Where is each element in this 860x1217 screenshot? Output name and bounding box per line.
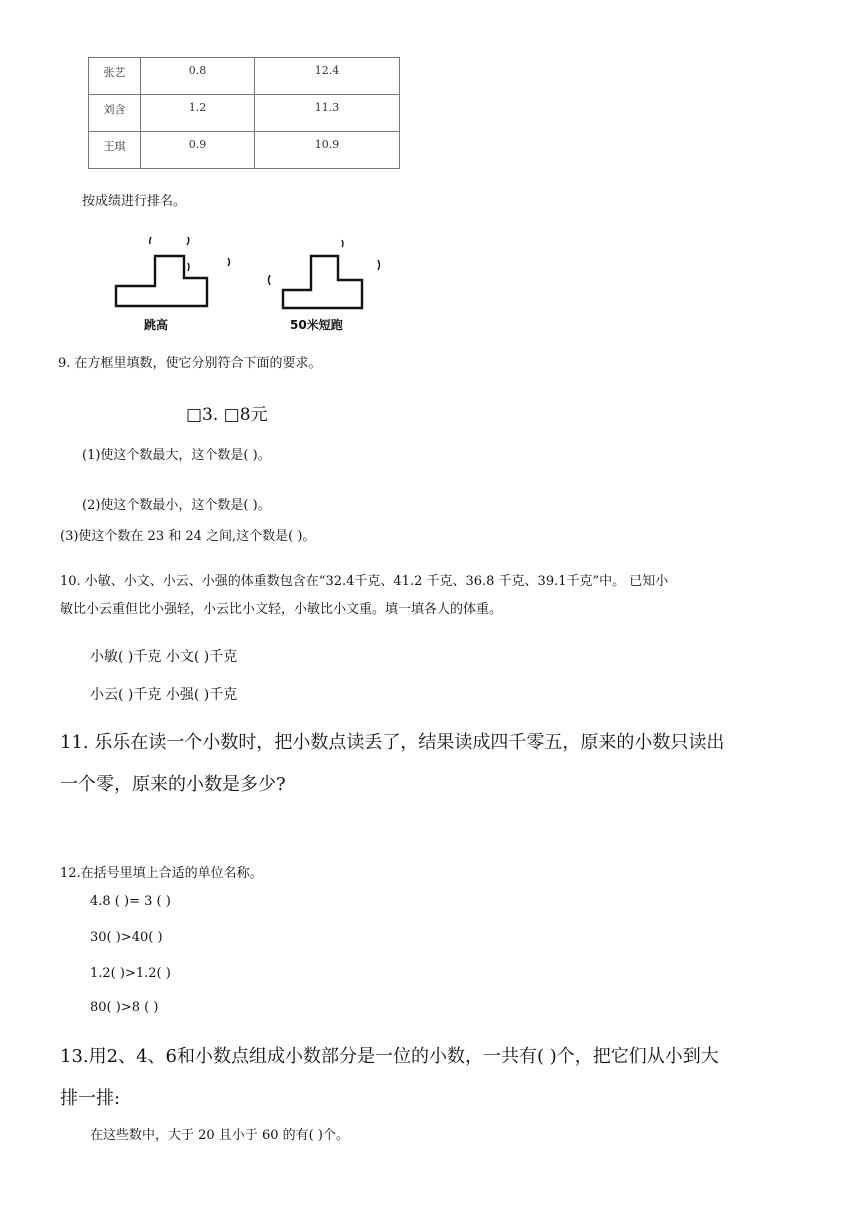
q10-line1: 10. 小敏、小文、小云、小强的体重数包含在“32.4千克、41.2 千克、36.8 千克、39.1千克”中。 已知小 xyxy=(60,574,669,589)
table-row xyxy=(89,132,400,169)
paren-mark xyxy=(228,258,230,266)
table-cell: 1.2 xyxy=(188,101,207,114)
table-cell: 10.9 xyxy=(314,138,340,151)
q11-line1: 11. 乐乐在读一个小数时，把小数点读丢了，结果读成四千零五，原来的小数只读出 xyxy=(60,732,725,753)
table-cell: 11.3 xyxy=(314,101,340,114)
q12-item: 4.8 ( )= 3 ( ) xyxy=(90,894,171,909)
q13-line2: 排一排: xyxy=(60,1088,121,1109)
q13-line1: 13.用2、4、6和小数点组成小数部分是一位的小数，一共有( )个，把它们从小到大 xyxy=(60,1046,719,1067)
q10-fill1: 小敏( )千克 小文( )千克 xyxy=(90,649,238,665)
table-cell: 12.4 xyxy=(314,64,340,77)
paren-mark xyxy=(269,275,271,285)
q12-item: 80( )>8 ( ) xyxy=(90,1000,159,1015)
paren-mark xyxy=(188,263,189,271)
table-cell: 张艺 xyxy=(103,66,126,79)
paren-mark xyxy=(150,237,151,244)
paren-mark xyxy=(187,237,189,245)
q10-line2: 敏比小云重但比小强轻，小云比小文轻，小敏比小文重。填一填各人的体重。 xyxy=(60,602,503,617)
q12-item: 30( )>40( ) xyxy=(90,930,163,945)
table-row xyxy=(89,58,400,95)
run-label: 50米短跑 xyxy=(290,318,343,332)
q12-item: 1.2( )>1.2( ) xyxy=(90,966,171,981)
q12-title: 12.在括号里填上合适的单位名称。 xyxy=(60,866,263,881)
q9-title: 9. 在方框里填数，使它分别符合下面的要求。 xyxy=(58,356,322,371)
q8-instruction: 按成绩进行排名。 xyxy=(82,194,187,209)
paren-mark xyxy=(342,240,343,247)
jump-label: 跳高 xyxy=(144,318,169,332)
table-row xyxy=(89,95,400,132)
paren-mark xyxy=(378,260,380,270)
table-cell: 0.8 xyxy=(188,64,207,77)
q9-expression: □3. □8元 xyxy=(186,405,268,425)
table-cell: 0.9 xyxy=(188,138,207,151)
q9-part1: (1)使这个数最大，这个数是( )。 xyxy=(82,448,271,463)
table-cell: 刘含 xyxy=(103,103,126,116)
q9-part3: (3)使这个数在 23 和 24 之间,这个数是( )。 xyxy=(60,529,316,544)
jump-podium-outline xyxy=(116,256,207,306)
run-podium-outline xyxy=(283,256,362,308)
q11-line2: 一个零，原来的小数是多少? xyxy=(60,774,286,795)
q13-line3: 在这些数中，大于 20 且小于 60 的有( )个。 xyxy=(90,1128,349,1143)
podium-figure xyxy=(100,228,400,336)
table-cell: 王琪 xyxy=(103,140,126,153)
q10-fill2: 小云( )千克 小强( )千克 xyxy=(90,687,238,703)
q9-part2: (2)使这个数最小，这个数是( )。 xyxy=(82,498,271,513)
score-table xyxy=(88,57,400,169)
